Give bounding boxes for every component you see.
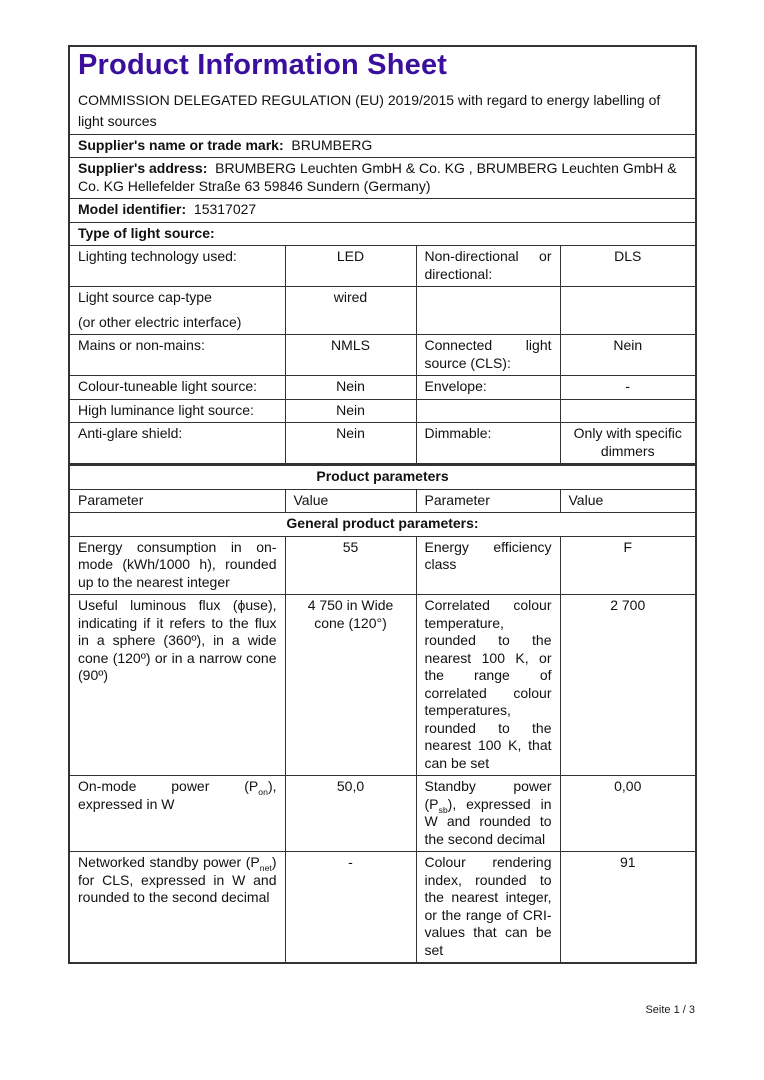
column-header: Value <box>285 489 416 513</box>
table-row <box>69 246 696 287</box>
param-value: LED <box>285 246 416 287</box>
supplier-address-label: Supplier's address: <box>78 160 208 177</box>
param-label: Non-directional or directional: <box>416 246 560 287</box>
param-value: NMLS <box>285 335 416 376</box>
param-label: Correlated colour temperature, rounded to the nearest 100 K, or the range of correlated colour temperatures, rounded to the nearest 100 K, that can be set <box>416 595 560 776</box>
table-row <box>69 852 696 964</box>
param-value: - <box>285 852 416 964</box>
table-row <box>69 423 696 465</box>
param-label: Colour rendering index, rounded to the nearest integer, or the range of CRI-values that can be set <box>416 852 560 964</box>
table-row <box>69 595 696 776</box>
table-row <box>69 536 696 595</box>
param-label-text: ), expressed in W and rounded to the second decimal <box>424 795 552 847</box>
param-label-line2: (or other electric interface) <box>78 313 242 330</box>
param-label: Dimmable: <box>416 423 560 465</box>
param-label-empty <box>416 399 560 423</box>
supplier-name-value: BRUMBERG <box>291 136 373 153</box>
column-header-row <box>69 489 696 513</box>
title-row <box>69 46 696 134</box>
model-identifier-label: Model identifier: <box>78 201 187 218</box>
param-label-subscript: on <box>258 787 268 798</box>
column-header: Value <box>560 489 696 513</box>
param-value-empty <box>560 287 696 335</box>
param-label: High luminance light source: <box>69 399 285 423</box>
param-label-subscript: net <box>259 863 272 874</box>
column-header: Parameter <box>69 489 285 513</box>
param-value: DLS <box>560 246 696 287</box>
supplier-address-value: BRUMBERG Leuchten GmbH & Co. KG , BRUMBERG Leuchten GmbH & Co. KG Hellefelder Straße 63 59846 Sundern (Germany) <box>78 160 677 194</box>
param-label: Connected light source (CLS): <box>416 335 560 376</box>
param-value: Only with specific dimmers <box>560 423 696 465</box>
table-row <box>69 335 696 376</box>
param-label: Energy efficiency class <box>416 536 560 595</box>
param-value: - <box>560 376 696 400</box>
param-label-text: Networked standby power (P <box>78 854 260 871</box>
param-label-text: ) for CLS, expressed in W and rounded to the second decimal <box>78 854 277 906</box>
param-value: 2 700 <box>560 595 696 776</box>
regulation-subtitle: COMMISSION DELEGATED REGULATION (EU) 2019/2015 with regard to energy labelling of light sources <box>78 92 661 129</box>
subsection-title: General product parameters: <box>69 513 696 537</box>
param-value: 55 <box>285 536 416 595</box>
title-cell <box>69 46 696 134</box>
table-row <box>69 776 696 852</box>
param-label-text: ), expressed in W <box>78 778 277 812</box>
param-value: 0,00 <box>560 776 696 852</box>
param-label: Anti-glare shield: <box>69 423 285 465</box>
supplier-name-cell <box>69 134 696 158</box>
page-title: Product Information Sheet <box>78 49 448 81</box>
column-header: Parameter <box>416 489 560 513</box>
product-info-table <box>68 45 697 964</box>
param-label-subscript: sb <box>438 804 448 815</box>
param-label: Energy consumption in on-mode (kWh/1000 h), rounded up to the nearest integer <box>69 536 285 595</box>
table-row <box>69 376 696 400</box>
table-row <box>69 399 696 423</box>
param-label <box>69 776 285 852</box>
param-value: Nein <box>285 399 416 423</box>
type-heading-cell: Type of light source: <box>69 222 696 246</box>
param-value: Nein <box>285 376 416 400</box>
param-value: 91 <box>560 852 696 964</box>
param-label: Colour-tuneable light source: <box>69 376 285 400</box>
param-label-text: On-mode power (P <box>78 778 259 795</box>
param-label <box>69 287 285 335</box>
param-value: 50,0 <box>285 776 416 852</box>
param-label-line1: Light source cap-type <box>78 289 212 306</box>
table-row <box>69 287 696 335</box>
param-label: Useful luminous flux (ϕuse), indicating if it refers to the flux in a sphere (360º), in a wide cone (120º) or in a narrow cone (90º) <box>69 595 285 776</box>
model-identifier-value: 15317027 <box>193 201 257 218</box>
param-value: Nein <box>285 423 416 465</box>
param-value: Nein <box>560 335 696 376</box>
param-label: Lighting technology used: <box>69 246 285 287</box>
supplier-address-row <box>69 158 696 199</box>
supplier-address-cell <box>69 158 696 199</box>
subsection-title-row <box>69 513 696 537</box>
section-title-row <box>69 465 696 490</box>
param-label <box>416 776 560 852</box>
param-label-empty <box>416 287 560 335</box>
model-identifier-cell <box>69 199 696 223</box>
type-heading-row <box>69 222 696 246</box>
param-value: 4 750 in Wide cone (120°) <box>285 595 416 776</box>
param-label <box>69 852 285 964</box>
page-number: Seite 1 / 3 <box>645 1004 695 1016</box>
model-identifier-row <box>69 199 696 223</box>
param-value: wired <box>285 287 416 335</box>
param-value: F <box>560 536 696 595</box>
param-value-empty <box>560 399 696 423</box>
supplier-name-row <box>69 134 696 158</box>
supplier-name-label: Supplier's name or trade mark: <box>78 136 284 153</box>
section-title: Product parameters <box>69 465 696 490</box>
param-label-text: Standby power (P <box>424 778 552 812</box>
param-label: Mains or non-mains: <box>69 335 285 376</box>
param-label: Envelope: <box>416 376 560 400</box>
